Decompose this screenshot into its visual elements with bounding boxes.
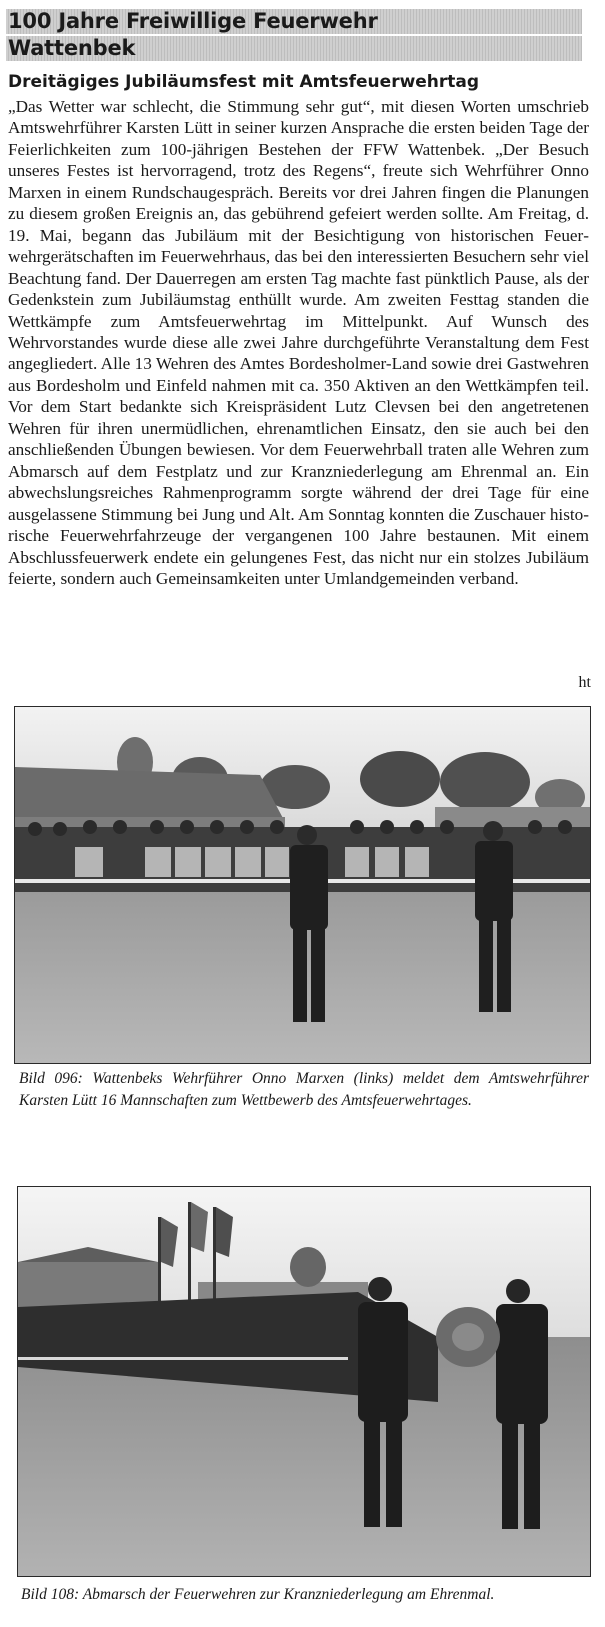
author-initials: ht bbox=[578, 674, 591, 691]
article-subheadline: Dreitägiges Jubiläumsfest mit Amtsfeuerwehrtag bbox=[8, 72, 480, 92]
photo-line-up bbox=[14, 706, 591, 1064]
article-body bbox=[8, 96, 589, 589]
headline-line-2: Wattenbek bbox=[6, 36, 582, 61]
figure-caption-2: Bild 108: Abmarsch der Feuerwehren zur Kranzniederlegung am Ehrenmal. bbox=[21, 1586, 495, 1603]
figure-caption-1: Bild 096: Wattenbeks Wehrführer Onno Marxen (links) meldet dem Amtswehrführer Karsten Lütt 16 Mannschaften zum Wettbewerb des Amtsfeuerwehrtages. bbox=[19, 1070, 589, 1109]
article-headline bbox=[6, 9, 582, 63]
article-paragraph: „Das Wetter war schlecht, die Stimmung sehr gut“, mit diesen Worten umschrieb Amtswehrführer Karsten Lütt in seiner kurzen Ansprache die ersten beiden Tage der Feierlichkeiten zum 100-jährigen Bestehen der FFW Wattenbek. „Der Besuch unseres Festes ist hervorragend, trotz des Regens“, freute sich Wehrführer Onno Marxen in einem Rundschaugespräch. Bereits vor drei Jahren fingen die Planungen zu diesem großen Ereignis an, das gebührend gefeiert werden sollte. Am Freitag, d. 19. Mai, begann das Jubiläum mit der Besichtigung von historischen Feuerwehrgerätschaften im Feuerwehrhaus, das bei den interessierten Besuchern sehr viel Beachtung fand. Der Dauerregen am ersten Tag machte fast pünktlich Pause, als der Gedenkstein zum Jubiläumstag enthüllt wurde. Am zweiten Festtag standen die Wettkämpfe zum Amtsfeuerwehrtag im Mittelpunkt. Auf Wunsch des Wehrvorstandes wurde diese alle zwei Jahre durchgeführte Veranstaltung dem Fest angegliedert. Alle 13 Wehren des Amtes Bordesholmer-Land sowie drei Gastwehren aus Bordesholm und Einfeld nahmen mit ca. 350 Aktiven an den Wettkämpfen teil. Vor dem Start bedankte sich Kreispräsident Lutz Clevsen bei den angetretenen Wehren für ihren unermüdlichen, ehrenamtlichen Einsatz, den sie auch bei den anschließenden Übungen bewiesen. Vor dem Feuerwehrball traten alle Wehren zum Abmarsch auf dem Festplatz und zur Kranzniederlegung am Ehrenmal an. Ein abwechslungsreiches Rahmenprogramm sorgte während der drei Tage für eine ausgelassene Stimmung bei Jung und Alt. Am Sonntag konnten die Zuschauer historische Feuerwehrfahrzeuge der vergangenen 100 Jahre bestaunen. Mit einem Abschlussfeuerwerk endete ein gelungenes Fest, das nicht nur ein stolzes Jubiläum feierte, sondern auch Gemeinsamkeiten unter Umlandgemeinden verband. bbox=[8, 97, 589, 588]
photo-march bbox=[17, 1186, 591, 1577]
headline-line-1: 100 Jahre Freiwillige Feuerwehr bbox=[6, 9, 582, 34]
